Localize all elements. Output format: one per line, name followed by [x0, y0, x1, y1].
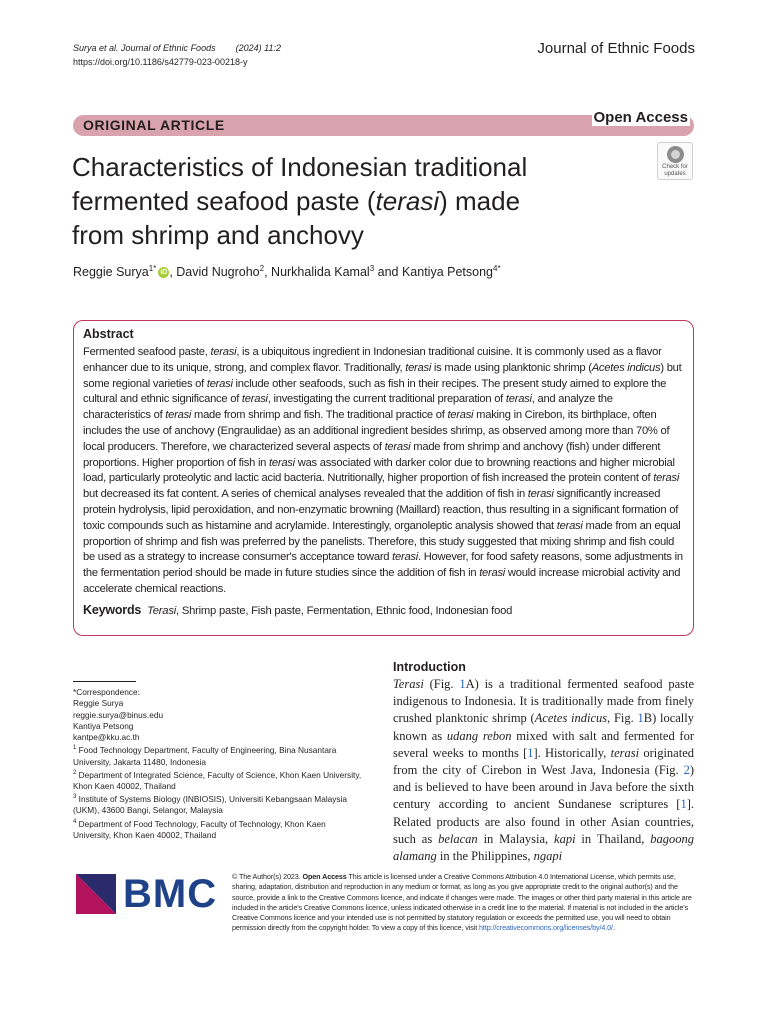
- open-access-label: Open Access: [593, 109, 688, 126]
- license-link[interactable]: http://creativecommons.org/licenses/by/4.0/: [479, 923, 613, 933]
- figure-link[interactable]: 1: [637, 711, 644, 726]
- bmc-logo-icon: [76, 874, 116, 914]
- correspondence-block: *Correspondence: Reggie Surya reggie.surya@binus.edu Kantiya Petsong kantpe@kku.ac.th $^1$ Food Technology Department, Faculty of Engineering, Bina Nusantara University, Jakarta 11480, Indonesia $^2$ Department of Integrated Science, Faculty of Science, Khon Kaen University, Khon Kaen 40002, Thailand $^3$ Institute of Systems Biology (INBIOSIS), Universiti Kebangsaan Malaysia (UKM), 43600 Bangi, Selangor, Malaysia $^4$ Department of Food Technology, Faculty of Technology, Khon Kaen University, Khon Kaen 40002, Thailand: [73, 687, 362, 840]
- affiliation: $^1$ Food Technology Department, Faculty of Engineering, Bina Nusantara University, Jakarta 11480, Indonesia: [73, 745, 337, 767]
- citation-year: (2024) 11:2: [235, 43, 281, 53]
- doi-link[interactable]: https://doi.org/10.1186/s42779-023-00218-y: [73, 57, 248, 67]
- affiliation: $^4$ Department of Food Technology, Faculty of Technology, Khon Kaen University, Khon Kaen 40002, Thailand: [73, 818, 326, 840]
- reference-link[interactable]: 1: [527, 745, 534, 760]
- article-type: ORIGINAL ARTICLE: [83, 117, 225, 133]
- affiliation: $^2$ Department of Integrated Science, Faculty of Science, Khon Kaen University, Khon Kaen 40002, Thailand: [73, 769, 362, 791]
- affiliation: $^3$ Institute of Systems Biology (INBIOSIS), Universiti Kebangsaan Malaysia (UKM), 43600 Bangi, Selangor, Malaysia: [73, 793, 348, 816]
- email-link[interactable]: reggie.surya@binus.edu: [73, 709, 164, 720]
- footnote-divider: [73, 681, 136, 682]
- abstract-heading: Abstract: [83, 327, 134, 341]
- check-updates-icon: [667, 146, 684, 163]
- keywords-line: Keywords Terasi, Shrimp paste, Fish paste, Fermentation, Ethnic food, Indonesian food: [83, 602, 513, 617]
- citation-header: [73, 41, 281, 69]
- bmc-logo: [76, 874, 216, 914]
- author-name: and Kantiya Petsong: [374, 265, 493, 280]
- author-name: , David Nugroho: [169, 265, 260, 280]
- orcid-icon[interactable]: iD: [160, 269, 168, 277]
- keywords-label: Keywords: [83, 602, 142, 617]
- reference-link[interactable]: 1: [680, 797, 687, 812]
- abstract-text: Fermented seafood paste, terasi, is a ubiquitous ingredient in Indonesian traditional cuisine. It is commonly used as a flavor enhancer due to its unique, strong, and complex flavor. Traditionally, terasi is made using planktonic shrimp (Acetes indicus) but some regional varieties of terasi include other seafoods, such as fish in their recipes. The present study aimed to explore the cultural and ethnic significance of terasi, investigating the current traditional preparation of terasi, and analyze the characteristics of terasi made from shrimp and fish. The traditional practice of terasi making in Cirebon, its birthplace, often includes the use of anchovy (Engraulidae) as an additional ingredient besides shrimp, as observed among more than 70% of local producers. Therefore, we characterized several aspects of terasi made from shrimp and anchovy (fish) under different proportions. Higher proportion of fish in terasi was associated with darker color due to browning reactions and higher microbial load, particularly proteolytic and lactic acid bacteria. Nutritionally, higher proportion of fish increased the protein content of terasi but decreased its fat content. A series of chemical analyses revealed that the addition of fish in terasi significantly increased protein hydrolysis, lipid peroxidation, and non-enzymatic browning (Maillard) reaction, thus resulting in a significant formation of toxic compounds such as histamine and acrylamide. Interestingly, organoleptic analysis showed that terasi made from an equal proportion of shrimp and fish was preferred by the panelists. Therefore, this study suggested that mixing shrimp and fish could be used as a strategy to increase consumer's acceptance toward terasi. However, for food safety reasons, some adjustments in the fermentation period should be made in future studies since the addition of fish in terasi would increase microbial activity and accelerate chemical reactions.: [83, 346, 683, 595]
- article-type-banner: [73, 109, 694, 136]
- author-list: Reggie Surya$^{1*}$ iD , David Nugroho$^2$, Nurkhalida Kamal$^3$ and Kantiya Petsong$^{4*}$: [73, 264, 501, 280]
- citation-authors: Surya et al. Journal of Ethnic Foods: [73, 43, 216, 53]
- author-name: , Nurkhalida Kamal: [264, 265, 370, 280]
- check-updates-text: Check for updates: [662, 164, 688, 177]
- bmc-logo-text: BMC: [123, 872, 218, 916]
- article-title: Characteristics of Indonesian traditional fermented seafood paste (terasi) made from shrimp and anchovy: [72, 152, 528, 250]
- check-for-updates-badge[interactable]: [657, 142, 693, 180]
- author-name: Reggie Surya: [73, 265, 149, 280]
- license-text: © The Author(s) 2023. Open Access This article is licensed under a Creative Commons Attribution 4.0 International License, which permits use, sharing, adaptation, distribution and reproduction in any medium or format, as long as you give appropriate credit to the original author(s) and the source, provide a link to the Creative Commons licence, and indicate if changes were made. The images or other third party material in this article are included in the article's Creative Commons licence, unless indicated otherwise in a credit line to the material. If material is not included in the article's Creative Commons licence and your intended use is not permitted by statutory regulation or exceeds the permitted use, you will need to obtain permission directly from the copyright holder. To view a copy of this licence, visit http://creativecommons.org/licenses/by/4.0/.: [232, 872, 692, 933]
- journal-name: Journal of Ethnic Foods: [537, 40, 695, 57]
- abstract-box: [73, 320, 694, 636]
- introduction-text: Terasi (Fig. 1A) is a traditional fermented seafood paste indigenous to Indonesia. It is traditionally made from finely crushed planktonic shrimp (Acetes indicus, Fig. 1B) locally known as udang rebon mixed with salt and fermented for several weeks to months [1]. Historically, terasi originated from the city of Cirebon in West Java, Indonesia (Fig. 2) and is believed to have been around in Java before the sixth century according to ancient Sundanese scriptures [1]. Related products are also found in other Asian countries, such as belacan in Malaysia, kapi in Thailand, bagoong alamang in the Philippines, ngapi: [393, 677, 695, 864]
- figure-link[interactable]: 1: [459, 677, 466, 691]
- email-link[interactable]: kantpe@kku.ac.th: [73, 732, 140, 743]
- figure-link[interactable]: 2: [683, 763, 690, 778]
- introduction-heading: Introduction: [393, 660, 466, 674]
